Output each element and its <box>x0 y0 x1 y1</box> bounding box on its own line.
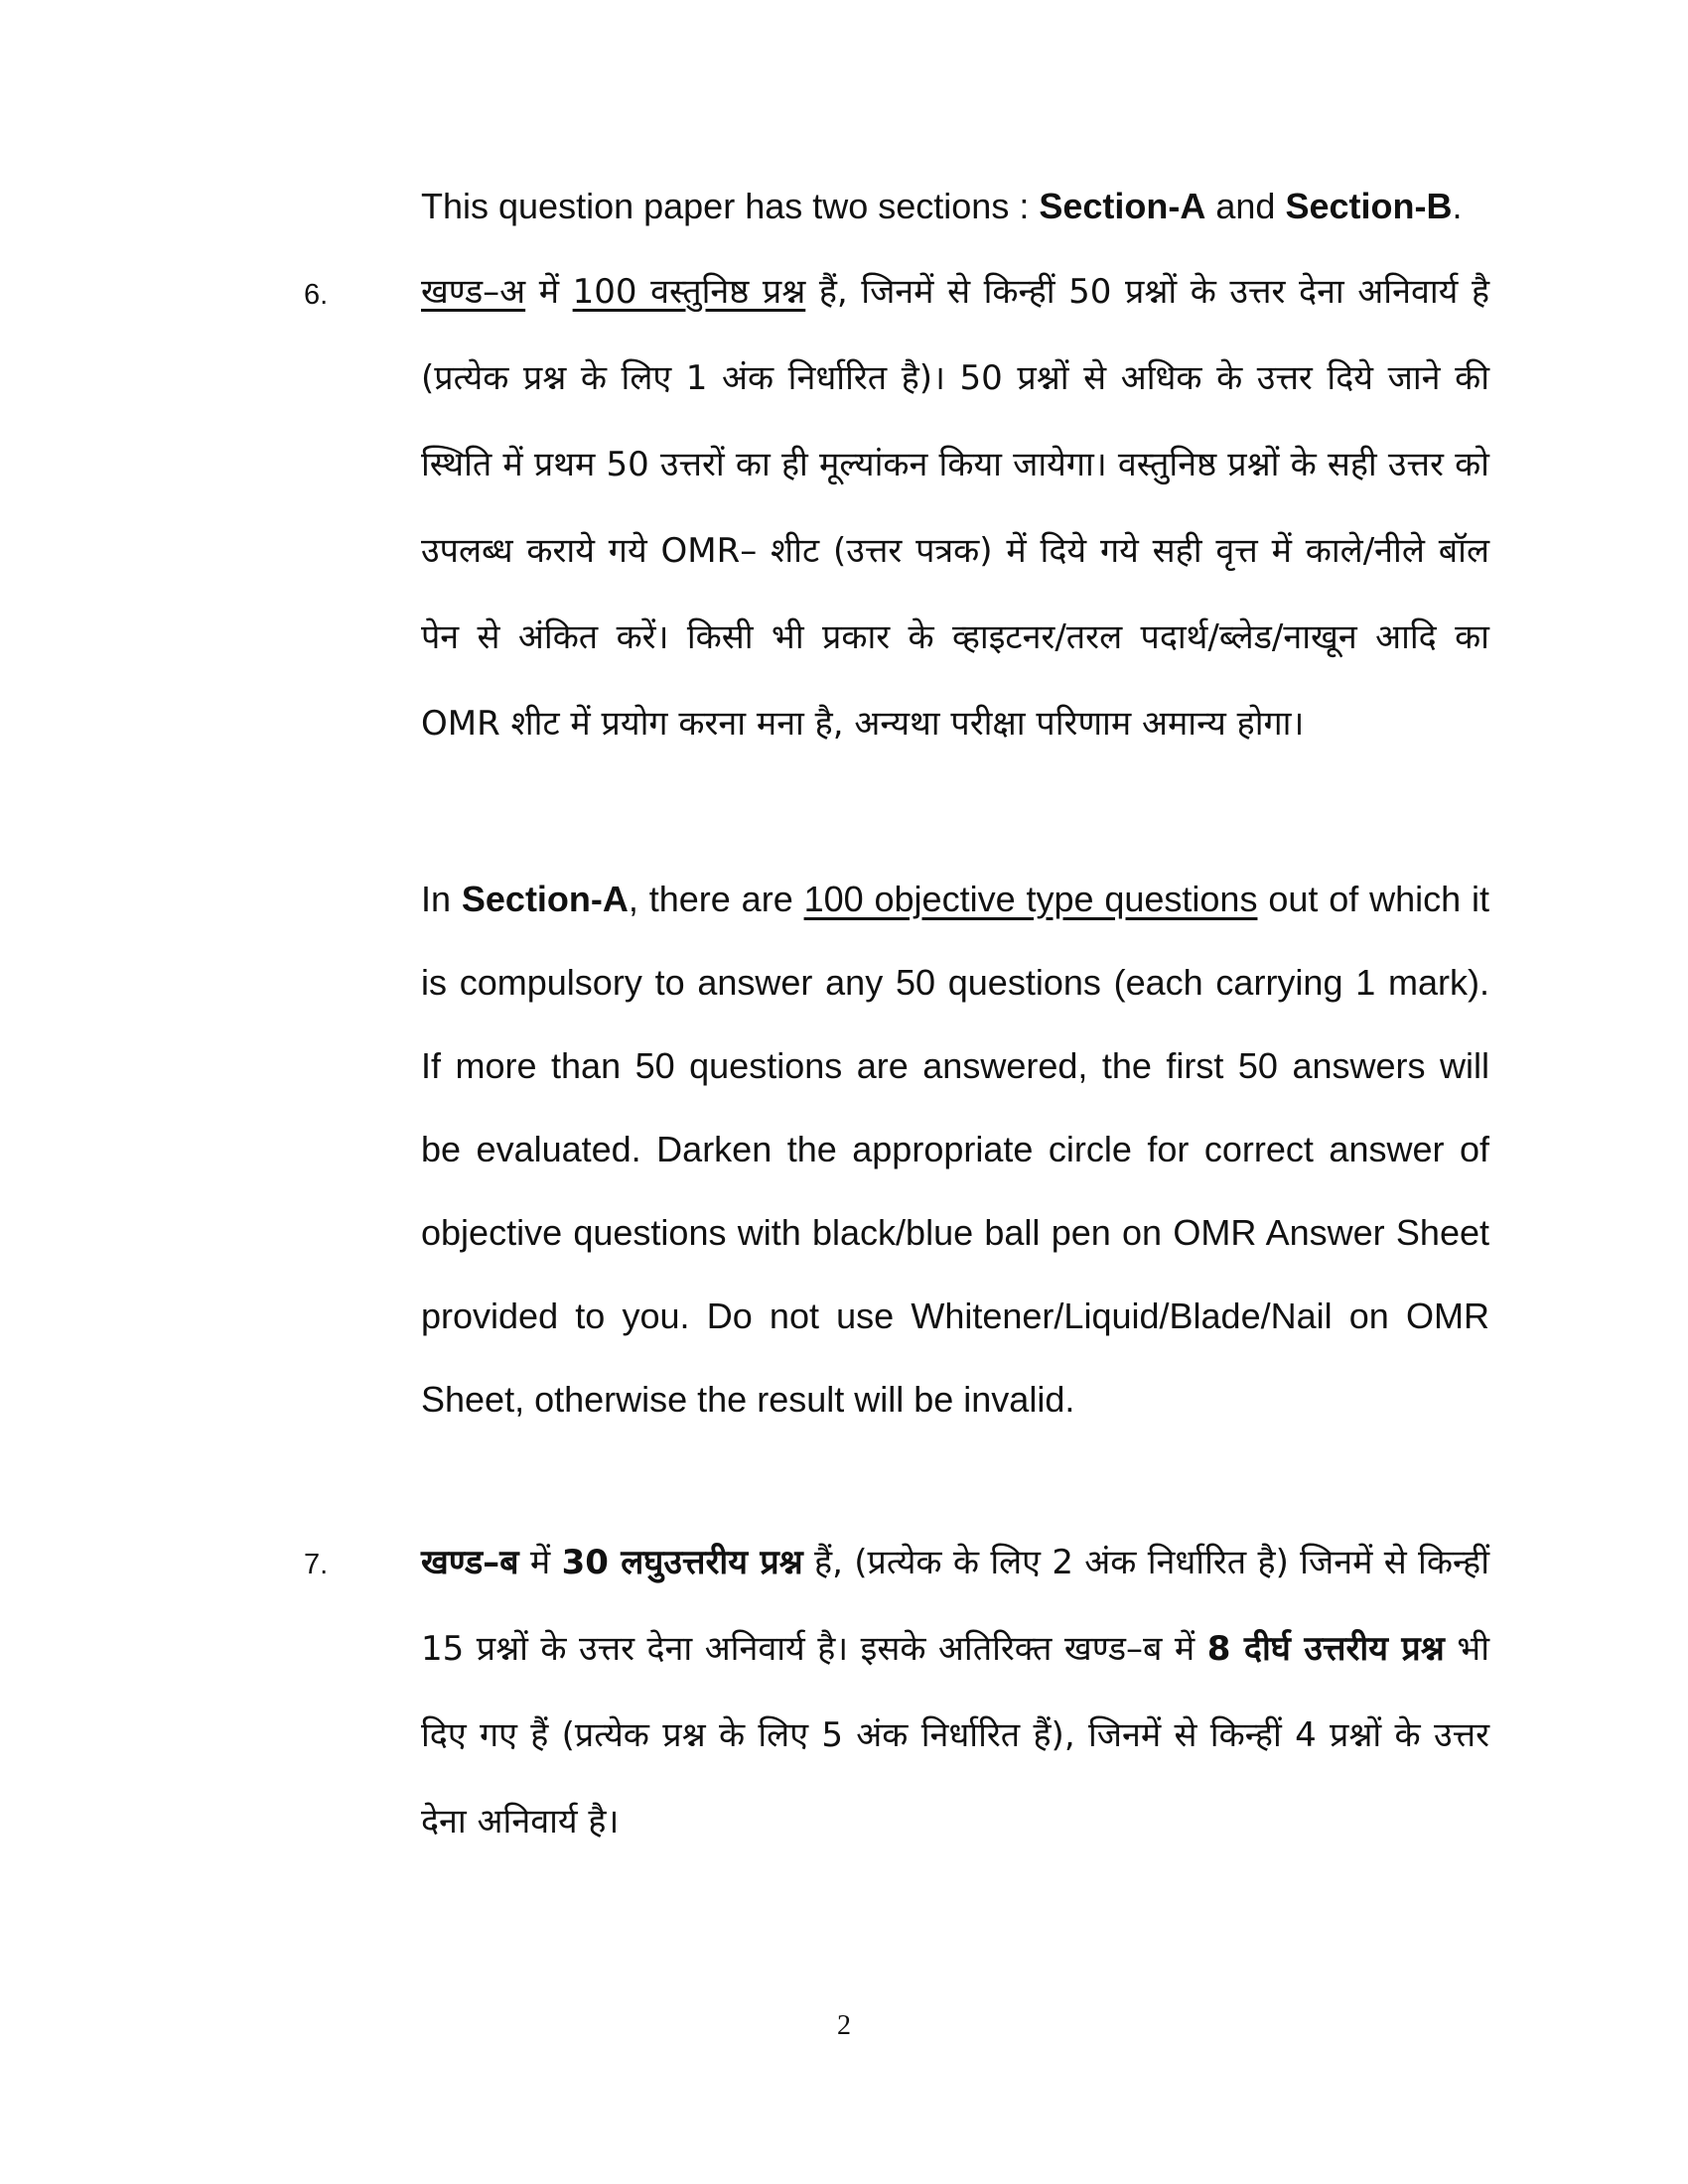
objective-questions-hindi: 100 वस्तुनिष्ठ प्रश्न <box>572 272 806 312</box>
hindi-text: भी दिए गए हैं (प्रत्येक प्रश्न के लिए 5 अंक निर्धारित हैं), जिनमें से किन्हीं 4 प्रश्नों के उत्तर देना अनिवार्य है। <box>421 1629 1489 1842</box>
khand-b-label: खण्ड–ब <box>421 1543 519 1582</box>
section-b-label: Section-B <box>1285 186 1453 226</box>
english-text: , there are <box>628 879 804 919</box>
hindi-text: हैं, (प्रत्येक के लिए 2 अंक निर्धारित है) जिनमें से किन्हीं 15 प्रश्नों के उत्तर देना अनिवार्य है। इसके अतिरिक्त खण्ड–ब में <box>421 1543 1489 1669</box>
objective-questions-english: 100 objective type questions <box>803 879 1258 919</box>
item-6-number: 6. <box>304 279 329 311</box>
item-7-hindi <box>421 1520 1489 1865</box>
intro-line <box>421 165 1489 248</box>
khand-a-label: खण्ड–अ <box>421 272 526 312</box>
section-a-label: Section-A <box>1039 186 1206 226</box>
long-answer-questions: 8 दीर्घ उत्तरीय प्रश्न <box>1206 1629 1445 1669</box>
section-a-bold: Section-A <box>461 879 629 919</box>
short-answer-questions: 30 लघुउत्तरीय प्रश्न <box>561 1543 803 1582</box>
item-6-hindi <box>421 249 1489 767</box>
intro-and: and <box>1205 186 1286 226</box>
intro-text: This question paper has two sections : <box>421 186 1040 226</box>
english-instructions: out of which it is compulsory to answer any 50 questions (each carrying 1 mark). If more than 50 questions are answered, the first 50 answers will be evaluated. Darken the appropriate circle for correct answer of objective questions with black/blue ball pen on OMR Answer Sheet provided to you. Do not use Whitener/Liquid/Blade/Nail on OMR Sheet, otherwise the result will be invalid. <box>421 879 1490 1420</box>
page-number: 2 <box>837 2010 851 2041</box>
english-text: In <box>421 879 462 919</box>
hindi-instructions: हैं, जिनमें से किन्हीं 50 प्रश्नों के उत्तर देना अनिवार्य है (प्रत्येक प्रश्न के लिए 1 अंक निर्धारित है)। 50 प्रश्नों से अधिक के उत्तर दिये जाने की स्थिति में प्रथम 50 उत्तरों का ही मूल्यांकन किया जायेगा। वस्तुनिष्ठ प्रश्नों के सही उत्तर को उपलब्ध कराये गये OMR– शीट (उत्तर पत्रक) में दिये गये सही वृत्त में काले/नीले बॉल पेन से अंकित करें। किसी भी प्रकार के व्हाइटनर/तरल पदार्थ/ब्लेड/नाखून आदि का OMR शीट में प्रयोग करना मना है, अन्यथा परीक्षा परिणाम अमान्य होगा। <box>421 272 1490 744</box>
hindi-text: में <box>525 272 573 312</box>
item-7-number: 7. <box>304 1549 329 1580</box>
item-6-english <box>421 858 1489 1441</box>
hindi-text: में <box>518 1543 562 1582</box>
intro-end: . <box>1452 186 1463 226</box>
